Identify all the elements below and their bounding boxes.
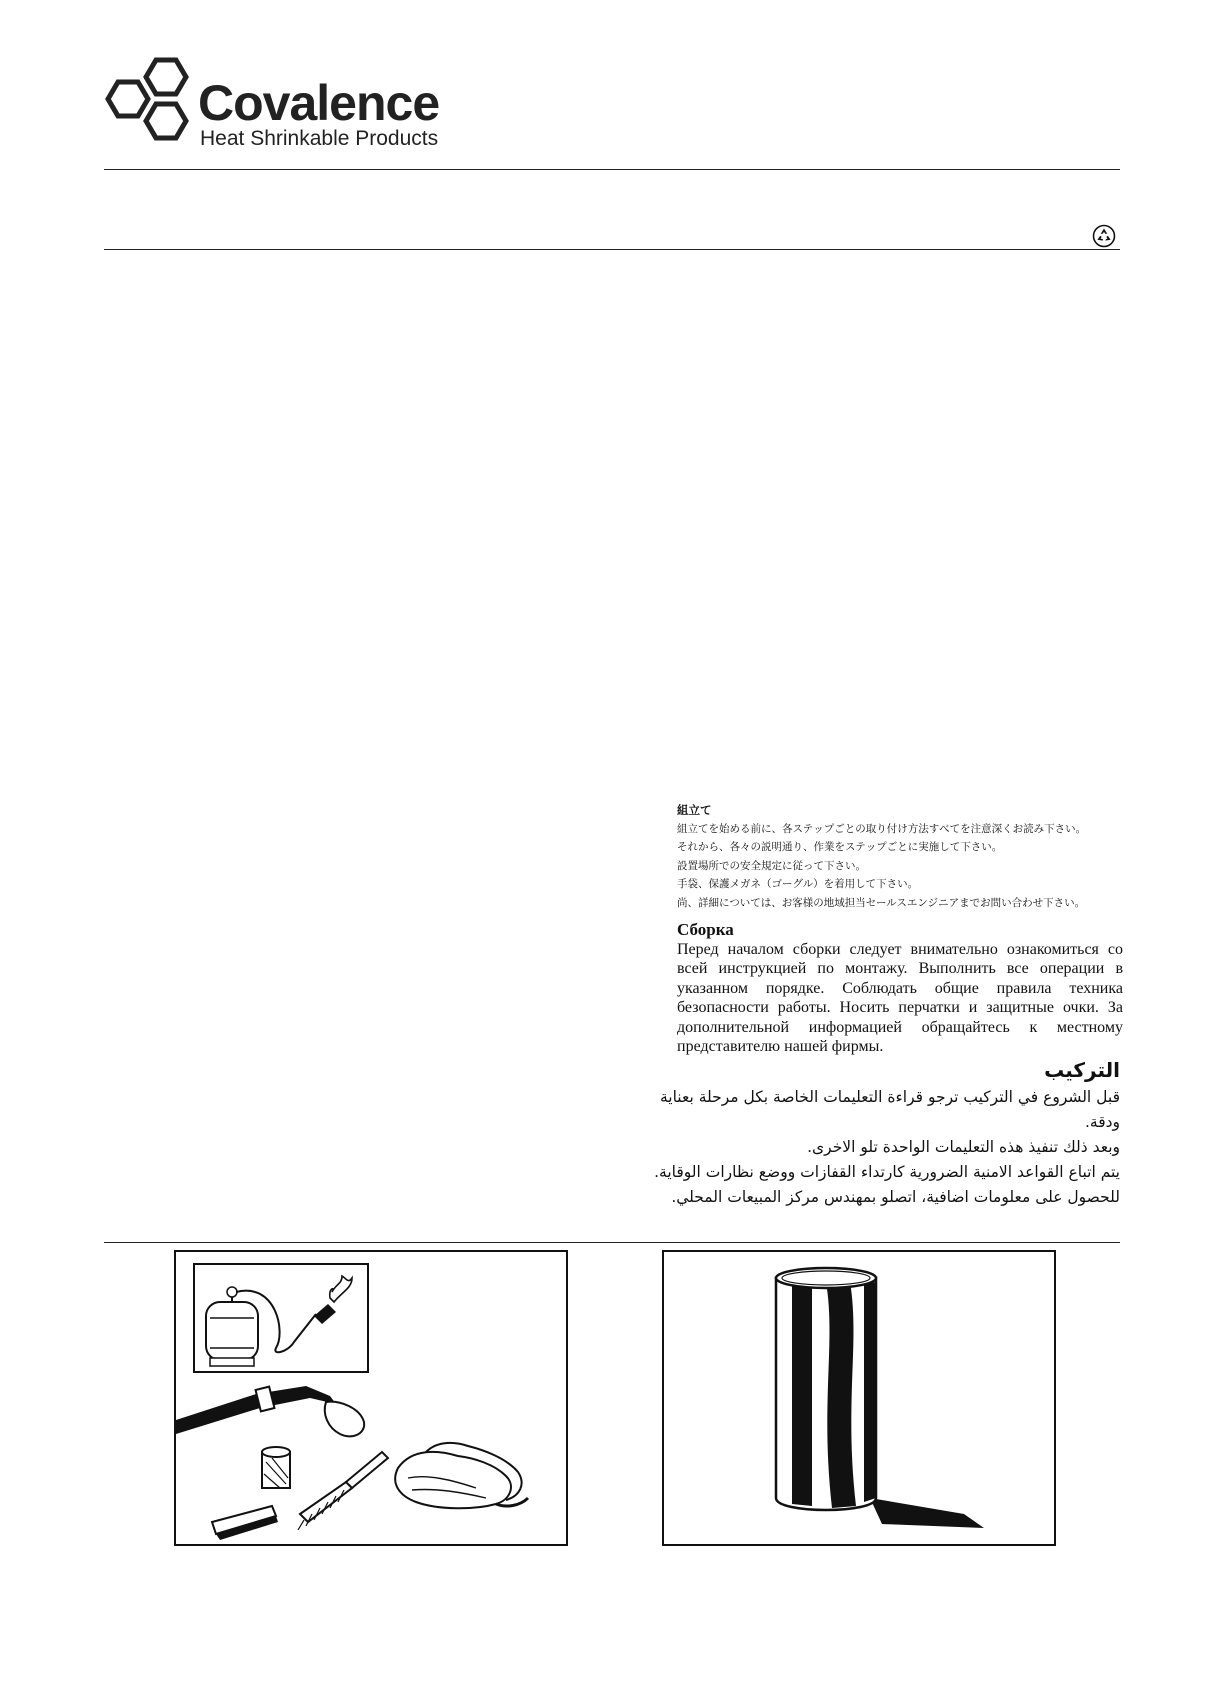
shrink-sleeve-roll-icon [664, 1252, 1054, 1544]
russian-body: Перед началом сборки следует внимательно ознакомиться со всей инструкцией по монтажу. Выполнить все операции в указанном порядке. Соблюдать общие правила техника безопасности работы. Носить перчатки и защитные очки. За дополнительной информацией обращайтесь к местному представителю нашей фирмы. [677, 940, 1123, 1055]
brand-name: Covalence [198, 75, 440, 131]
arabic-line: يتم اتباع القواعد الامنية الضرورية كارتداء القفازات ووضع نظارات الوقاية. [654, 1163, 1120, 1181]
arabic-heading: التركيب [1044, 1058, 1120, 1082]
japanese-line: それから、各々の説明通り、作業をステップごとに実施して下さい。 [677, 841, 1003, 853]
russian-heading: Сборка [677, 920, 734, 939]
header-rule-bottom [104, 249, 1120, 250]
arabic-line: قبل الشروع في التركيب ترجو قراءة التعليمات الخاصة بكل مرحلة بعناية ودقة. [659, 1088, 1120, 1131]
japanese-line: 尚、詳細については、お客様の地域担当セールスエンジニアまでお問い合わせ下さい。 [677, 896, 1086, 909]
russian-instructions [677, 920, 1123, 1057]
japanese-heading: 組立て [677, 803, 712, 817]
header-rule-top [104, 169, 1120, 170]
figure-tools [174, 1250, 568, 1546]
gas-torch-tools-icon [176, 1252, 566, 1544]
brand-tagline: Heat Shrinkable Products [200, 127, 439, 150]
arabic-instructions [650, 1055, 1120, 1210]
japanese-line: 組立てを始める前に、各ステップごとの取り付け方法すべてを注意深くお読み下さい。 [677, 822, 1087, 835]
japanese-line: 手袋、保護メガネ（ゴーグル）を着用して下さい。 [677, 878, 919, 890]
covalence-logo-icon [104, 56, 200, 152]
japanese-line: 設置場所での安全規定に従って下さい。 [677, 859, 866, 872]
figure-sleeve [662, 1250, 1056, 1546]
japanese-instructions [677, 801, 1122, 912]
arabic-line: وبعد ذلك تنفيذ هذه التعليمات الواحدة تلو الاخرى. [807, 1138, 1120, 1156]
arabic-line: للحصول على معلومات اضافية، اتصلو بمهندس مركز المبيعات المحلي. [671, 1188, 1120, 1206]
figures-rule [104, 1242, 1120, 1243]
recycle-icon [1092, 224, 1116, 248]
